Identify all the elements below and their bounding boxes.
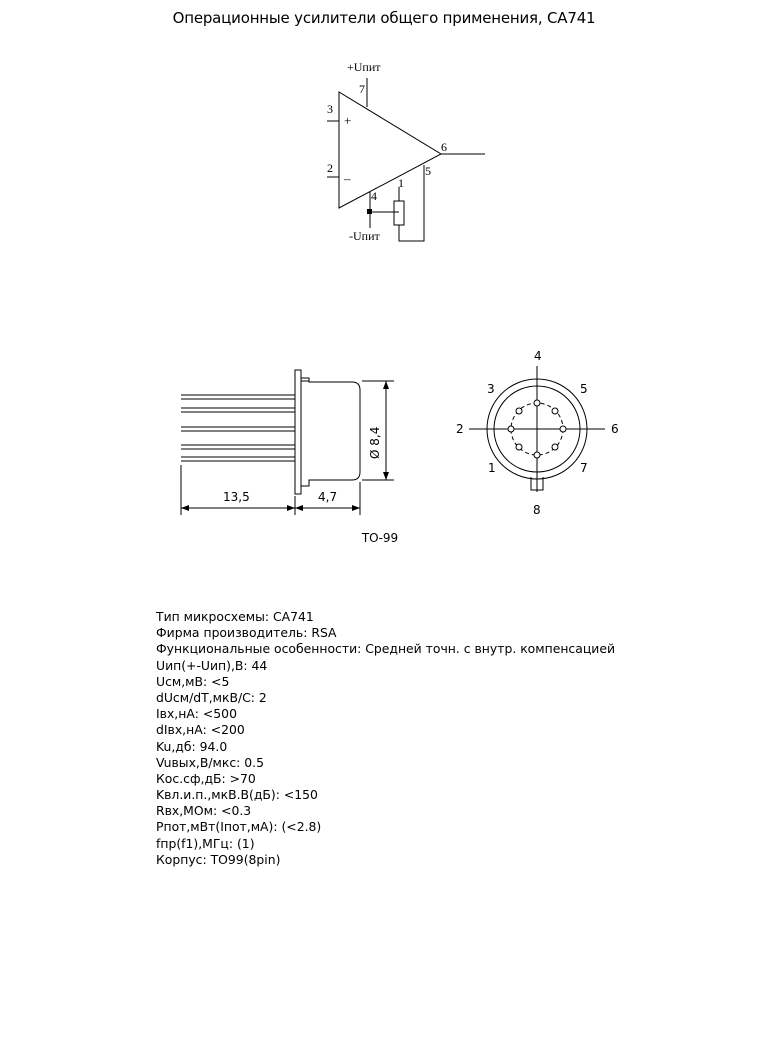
spec-row: Uип(+-Uип),В: 44 — [156, 657, 268, 673]
spec-row: Pпот,мВт(Iпот,мА): (<2.8) — [156, 819, 322, 835]
pin-1-label: 1 — [398, 176, 404, 190]
top-pin-7-label: 7 — [580, 461, 588, 475]
spec-row: dIвх,нА: <200 — [156, 722, 245, 738]
page-title: Операционные усилители общего применения, CA741 — [172, 9, 596, 27]
top-pin-1-label: 1 — [488, 461, 496, 475]
spec-row: Iвх,нА: <500 — [156, 706, 237, 722]
package-body — [301, 378, 360, 486]
spec-row: Фирма производитель: RSA — [156, 625, 337, 641]
spec-row: Kвл.и.п.,мкВ.В(дБ): <150 — [156, 787, 318, 803]
spec-row: Корпус: TO99(8pin) — [156, 851, 281, 867]
package-label: ТО-99 — [361, 531, 399, 545]
top-pin-4-label: 4 — [534, 349, 542, 363]
top-pin-2-label: 2 — [456, 422, 464, 436]
dim-body-label: 4,7 — [318, 490, 338, 504]
pin-5-label: 5 — [425, 164, 431, 178]
supply-pos-label: +Uпит — [347, 60, 381, 74]
spec-row: Rвх,МОм: <0.3 — [156, 803, 252, 819]
spec-row: Кос.сф,дБ: >70 — [156, 770, 256, 786]
pin-7-label: 7 — [359, 82, 365, 96]
spec-row: Функциональные особенности: Средней точн. с внутр. компенсацией — [156, 641, 616, 657]
spec-row: dUсм/dT,мкВ/C: 2 — [156, 689, 267, 705]
spec-list — [156, 609, 615, 868]
dim-length-label: 13,5 — [223, 490, 250, 504]
spec-row: Vuвых,В/мкс: 0.5 — [156, 754, 264, 770]
pin-2-label: 2 — [327, 161, 333, 175]
top-pin-5-label: 5 — [580, 382, 588, 396]
plus-sign: + — [344, 113, 352, 128]
supply-neg-label: -Uпит — [349, 229, 380, 243]
spec-row: fпр(f1),МГц: (1) — [156, 835, 255, 851]
pin-6-label: 6 — [441, 140, 447, 154]
spec-row: Тип микросхемы: CA741 — [156, 609, 314, 624]
pin-3-label: 3 — [327, 102, 333, 116]
pin-4-label: 4 — [371, 189, 377, 203]
dim-diameter-label: Ø 8,4 — [368, 426, 382, 459]
minus-sign: – — [344, 171, 351, 186]
spec-row: Ku,дб: 94.0 — [156, 738, 228, 754]
package-flange — [295, 370, 301, 494]
top-pin-6-label: 6 — [611, 422, 619, 436]
spec-row: Uсм,мВ: <5 — [156, 673, 230, 689]
top-pin-3-label: 3 — [487, 382, 495, 396]
top-pin-8-label: 8 — [533, 503, 541, 517]
